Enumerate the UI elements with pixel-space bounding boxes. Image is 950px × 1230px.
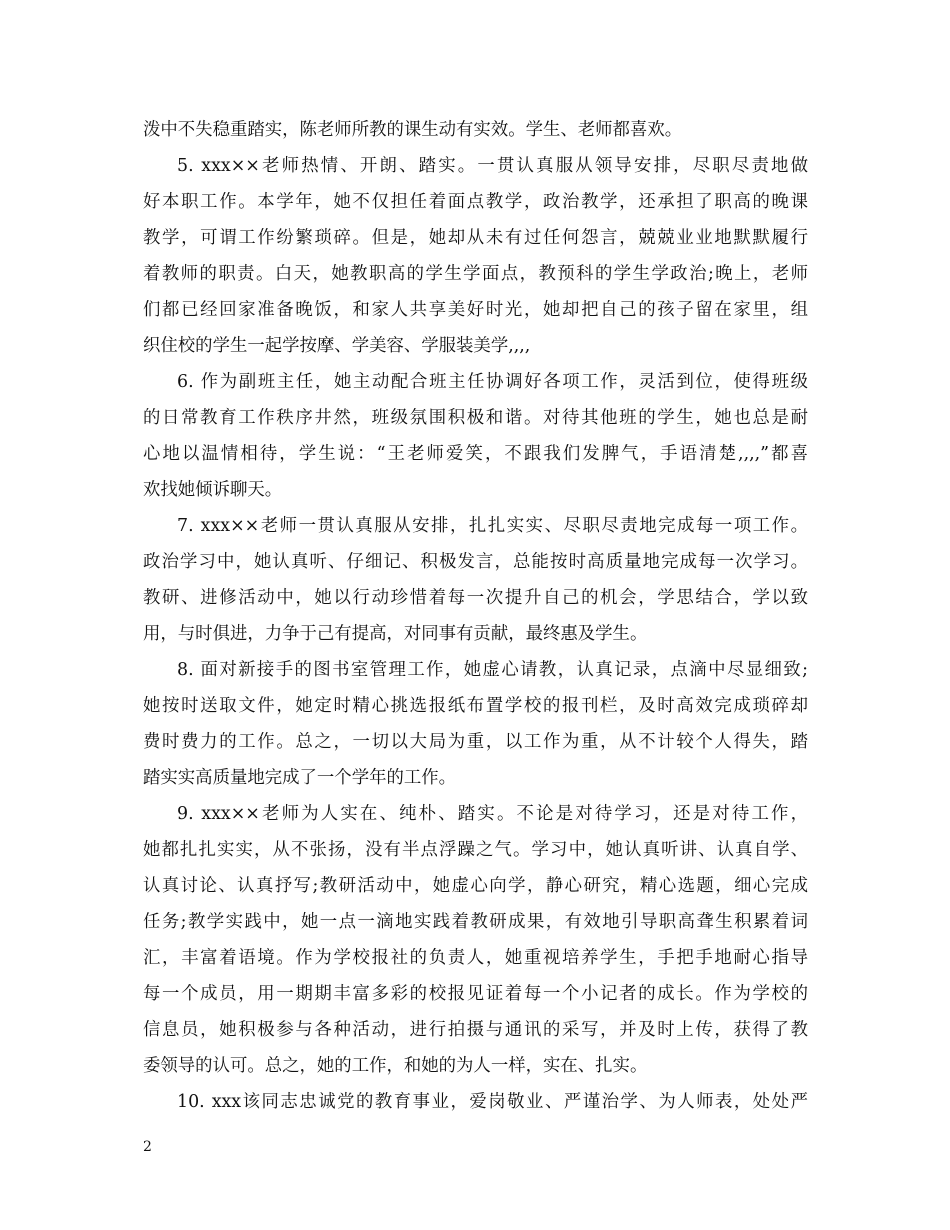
text-line: 政治学习中，她认真听、仔细记、积极发言，总能按时高质量地完成每一次学习。 xyxy=(143,552,808,572)
text-line: 泼中不失稳重踏实，陈老师所教的课生动有实效。学生、老师都喜欢。 xyxy=(143,120,683,140)
text-line: 她都扎扎实实，从不张扬，没有半点浮躁之气。学习中，她认真听讲、认真自学、 xyxy=(143,840,808,860)
text-line: 教学，可谓工作纷繁琐碎。但是，她却从未有过任何怨言，兢兢业业地默默履行 xyxy=(143,228,808,248)
text-line: 10. xxx该同志忠诚党的教育事业，爱岗敬业、严谨治学、为人师表，处处严 xyxy=(177,1092,808,1112)
text-line: 7. xxx××老师一贯认真服从安排，扎扎实实、尽职尽责地完成每一项工作。 xyxy=(177,516,808,536)
page-number: 2 xyxy=(143,1139,152,1155)
text-line: 踏实实高质量地完成了一个学年的工作。 xyxy=(143,768,457,788)
text-line: 任务;教学实践中，她一点一滴地实践着教研成果，有效地引导职高聋生积累着词 xyxy=(143,912,808,932)
text-line: 好本职工作。本学年，她不仅担任着面点教学，政治教学，还承担了职高的晚课 xyxy=(143,192,808,212)
text-line: 8. 面对新接手的图书室管理工作，她虚心请教，认真记录，点滴中尽显细致; xyxy=(177,660,808,680)
text-line: 她按时送取文件，她定时精心挑选报纸布置学校的报刊栏，及时高效完成琐碎却 xyxy=(143,696,808,716)
text-line: 汇，丰富着语境。作为学校报社的负责人，她重视培养学生，手把手地耐心指导 xyxy=(143,948,808,968)
text-line: 欢找她倾诉聊天。 xyxy=(143,480,283,500)
text-line: 5. xxx××老师热情、开朗、踏实。一贯认真服从领导安排，尽职尽责地做 xyxy=(177,156,808,176)
text-line: 的日常教育工作秩序井然，班级氛围积极和谐。对待其他班的学生，她也总是耐 xyxy=(143,408,808,428)
text-line: 教研、进修活动中，她以行动珍惜着每一次提升自己的机会，学思结合，学以致 xyxy=(143,588,808,608)
text-line: 委领导的认可。总之，她的工作，和她的为人一样，实在、扎实。 xyxy=(143,1056,648,1076)
text-line: 每一个成员，用一期期丰富多彩的校报见证着每一个小记者的成长。作为学校的 xyxy=(143,984,808,1004)
text-line: 6. 作为副班主任，她主动配合班主任协调好各项工作，灵活到位，使得班级 xyxy=(177,372,808,392)
text-line: 用，与时俱进，力争于己有提高，对同事有贡献，最终惠及学生。 xyxy=(143,624,648,644)
text-line: 9. xxx××老师为人实在、纯朴、踏实。不论是对待学习，还是对待工作， xyxy=(177,804,808,824)
text-line: 织住校的学生一起学按摩、学美容、学服装美学,,,, xyxy=(143,336,531,356)
text-line: 们都已经回家准备晚饭，和家人共享美好时光，她却把自己的孩子留在家里，组 xyxy=(143,300,808,320)
text-line: 费时费力的工作。总之，一切以大局为重，以工作为重，从不计较个人得失，踏 xyxy=(143,732,808,752)
text-line: 认真讨论、认真抒写;教研活动中，她虚心向学，静心研究，精心选题，细心完成 xyxy=(143,876,808,896)
text-line: 着教师的职责。白天，她教职高的学生学面点，教预科的学生学政治;晚上，老师 xyxy=(143,264,808,284)
text-line: 信息员，她积极参与各种活动，进行拍摄与通讯的采写，并及时上传，获得了教 xyxy=(143,1020,808,1040)
text-line: 心地以温情相待，学生说：“王老师爱笑，不跟我们发脾气，手语清楚,,,,”都喜 xyxy=(143,444,808,464)
